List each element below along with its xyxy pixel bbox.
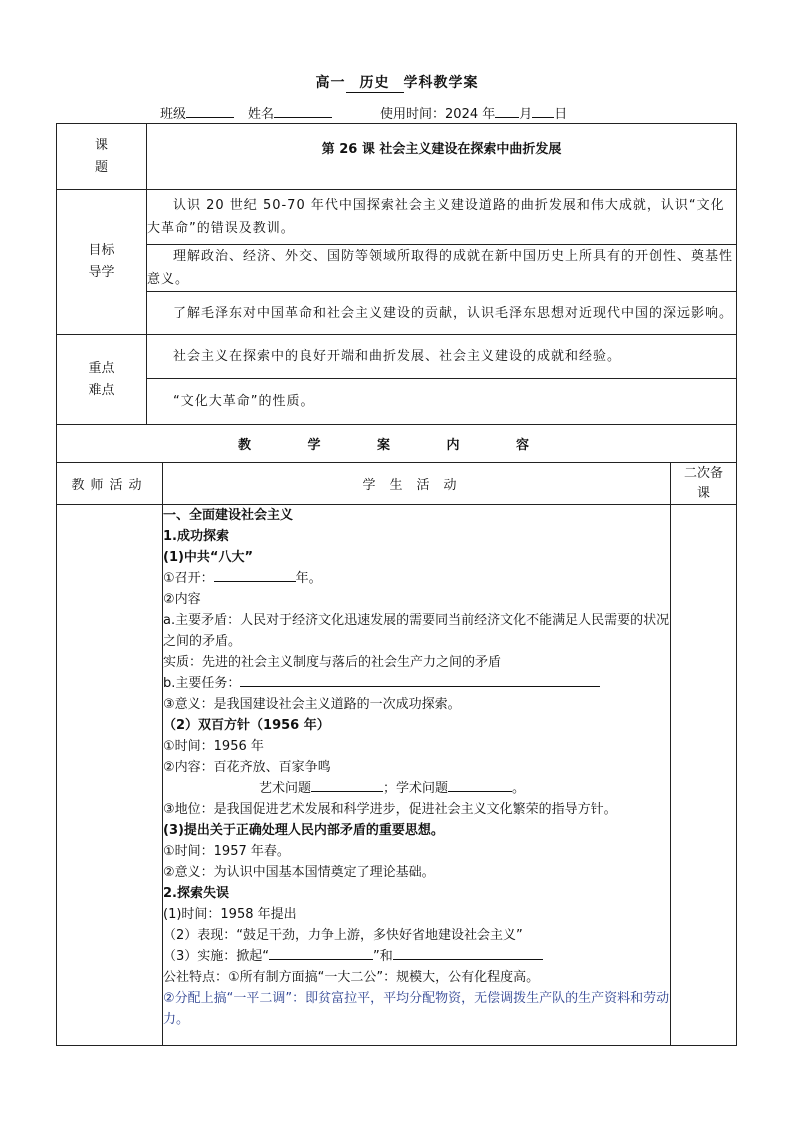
- class-label: 班级: [160, 107, 187, 122]
- topic-row: [57, 124, 737, 190]
- fill-blank: [448, 779, 512, 792]
- content-line: ①时间：1957 年春。: [163, 844, 290, 859]
- content-line: b.主要任务：: [163, 673, 670, 694]
- content-line: （3）实施：掀起“ ”和: [163, 946, 670, 967]
- heading-2: 1.成功探索: [163, 529, 229, 544]
- name-blank: [274, 105, 332, 118]
- lesson-plan-table: [56, 123, 737, 1046]
- heading-6: 2.探索失误: [163, 886, 229, 901]
- second-review-cell: [671, 505, 737, 1046]
- teacher-activity-cell: [57, 505, 163, 1046]
- content-line: ②内容：百花齐放、百家争鸣: [163, 760, 331, 775]
- heading-5: (3)提出关于正确处理人民内部矛盾的重要思想。: [163, 823, 444, 838]
- keypoint-item: 社会主义在探索中的良好开端和曲折发展、社会主义建设的成就和经验。: [147, 335, 737, 379]
- content-line: ②分配上搞“一平二调”：即贫富拉平，平均分配物资，无偿调拨生产队的生产资料和劳动力。: [163, 991, 670, 1027]
- content-line: （2）表现：“鼓足干劲，力争上游，多快好省地建设社会主义”: [163, 928, 523, 943]
- section-title-row: [57, 425, 737, 463]
- day-label: 日: [554, 107, 568, 122]
- goal-item: 理解政治、经济、外交、国防等领域所取得的成就在新中国历史上所具有的开创性、奠基性意义。: [147, 245, 737, 292]
- month-label: 月: [519, 107, 533, 122]
- fill-blank: [311, 779, 383, 792]
- content-line: a.主要矛盾：人民对于经济文化迅速发展的需要同当前经济文化不能满足人民需要的状况之间的矛盾。: [163, 613, 670, 649]
- fill-blank: [269, 947, 373, 960]
- content-line: 公社特点：①所有制方面搞“一大二公”：规模大，公有化程度高。: [163, 970, 540, 985]
- page-title: 高一 历史 学科教学案: [0, 72, 794, 93]
- teacher-activity-header: 教师活动: [57, 463, 163, 505]
- student-activity-cell: [163, 505, 671, 1046]
- content-line: 艺术问题 ；学术问题 。: [259, 781, 526, 796]
- goals-label: 目标 导学: [57, 190, 147, 335]
- goal-item: 了解毛泽东对中国革命和社会主义建设的贡献，认识毛泽东思想对近现代中国的深远影响。: [147, 292, 737, 335]
- goal-item: 认识 20 世纪 50-70 年代中国探索社会主义建设道路的曲折发展和伟大成就，认识“文化大革命”的错误及教训。: [147, 190, 737, 245]
- fill-blank: [240, 674, 600, 687]
- keypoint-row-1: [57, 335, 737, 379]
- heading-4: （2）双百方针（1956 年）: [163, 718, 330, 733]
- name-label: 姓名: [248, 107, 275, 122]
- time-label: 使用时间：2024 年: [380, 107, 496, 122]
- lesson-topic: 第 26 课 社会主义建设在探索中曲折发展: [147, 124, 737, 190]
- content-line: ①时间：1956 年: [163, 739, 264, 754]
- fill-blank: [214, 569, 296, 582]
- content-line: ②意义：为认识中国基本国情奠定了理论基础。: [163, 865, 435, 880]
- class-blank: [186, 105, 234, 118]
- student-activity-header: 学生活动: [163, 463, 671, 505]
- keypoints-label: 重点 难点: [57, 335, 147, 425]
- section-title: 教 学 案 内 容: [57, 425, 737, 463]
- content-line: ③地位：是我国促进艺术发展和科学进步，促进社会主义文化繁荣的指导方针。: [163, 802, 617, 817]
- student-info-line: [160, 103, 567, 122]
- goal-row-2: [57, 245, 737, 292]
- goal-row-1: [57, 190, 737, 245]
- content-line: ③意义：是我国建设社会主义道路的一次成功探索。: [163, 697, 461, 712]
- goal-row-3: [57, 292, 737, 335]
- subject-name: 历史: [346, 72, 404, 93]
- topic-label: 课 题: [57, 124, 147, 190]
- keypoint-row-2: [57, 379, 737, 425]
- day-blank: [532, 105, 554, 118]
- keypoint-item: “文化大革命”的性质。: [147, 379, 737, 425]
- fill-blank: [393, 947, 543, 960]
- content-line: ①召开： 年。: [163, 571, 322, 586]
- heading-1: 一、全面建设社会主义: [163, 508, 294, 523]
- heading-3: (1)中共“八大”: [163, 550, 254, 565]
- second-review-header: 二次备 课: [671, 463, 737, 505]
- content-line: 实质：先进的社会主义制度与落后的社会生产力之间的矛盾: [163, 655, 502, 670]
- content-line: ②内容: [163, 592, 201, 607]
- month-blank: [495, 105, 519, 118]
- content-line: (1)时间：1958 年提出: [163, 907, 297, 922]
- column-header-row: [57, 463, 737, 505]
- content-row: [57, 505, 737, 1046]
